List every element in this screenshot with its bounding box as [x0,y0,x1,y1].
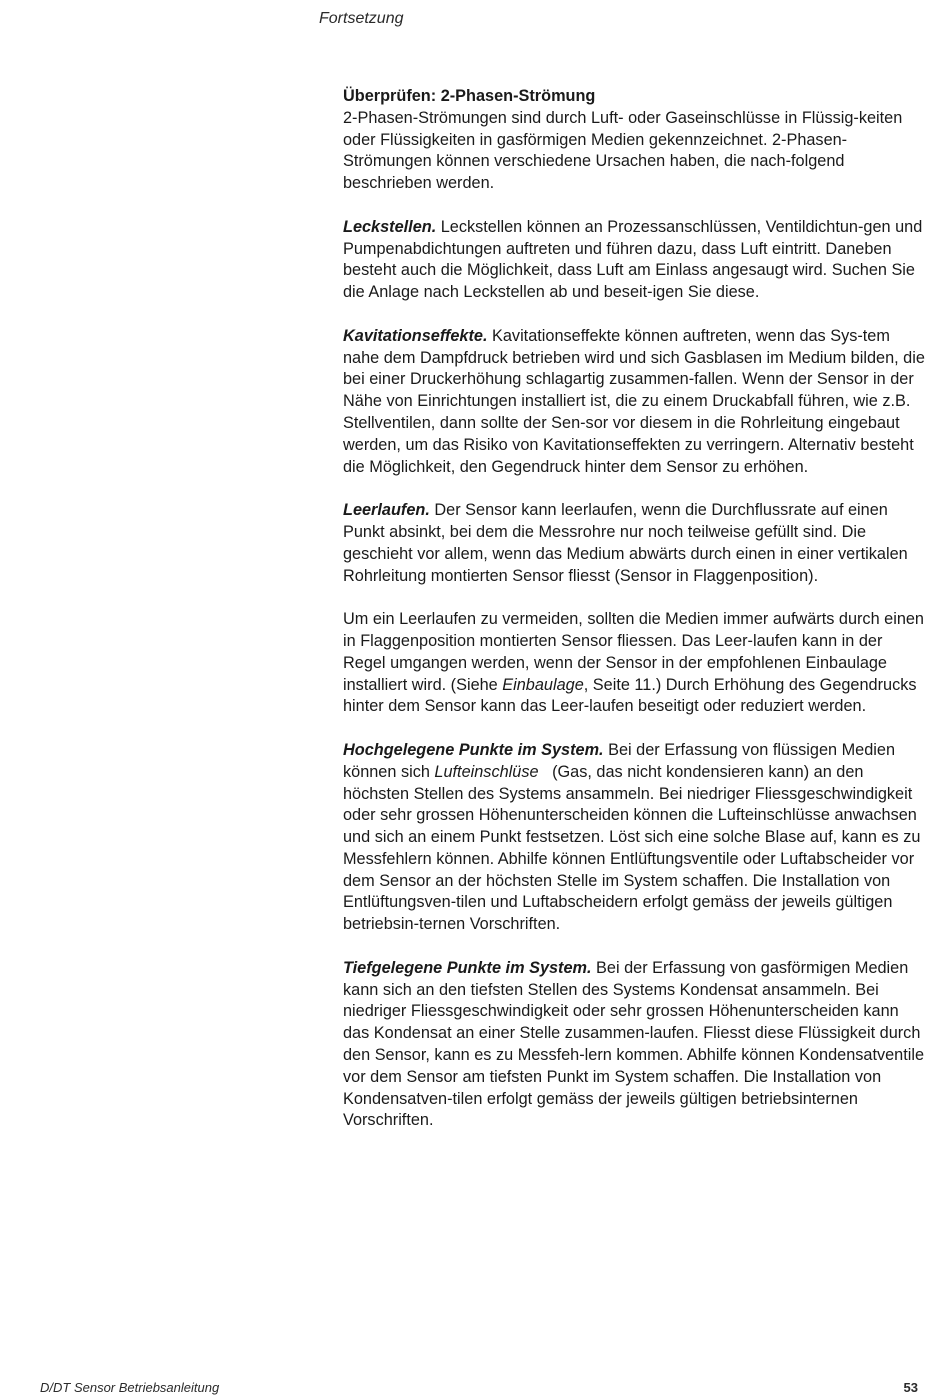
empty-text: Der Sensor kann leerlaufen, wenn die Durchflussrate auf einen Punkt absinkt, bei dem die Messrohre nur noch teilweise gefüllt sind. Die geschieht vor allem, wenn das Medium abwärts durch einen in einer vertikalen Rohrleitung montierten Sensor fliesst (Sensor in Flaggenposition). [343,501,908,585]
running-header: Fortsetzung [319,10,404,27]
low-points-paragraph [343,958,925,1132]
section-heading: Überprüfen: 2-Phasen-Strömung [343,87,596,105]
high-points-italic-term: Lufteinschlüse [434,762,539,781]
cavitation-text: Kavitationseffekte können auftreten, wenn das Sys-tem nahe dem Dampfdruck betrieben wird und sich Gasblasen im Medium bilden, die bei einer Druckerhöhung schlagartig zusammen-fallen. Wenn der Sensor in der Nähe von Einrichtungen installiert ist, die zu einem Druckabfall führen, wie z.B. Stellventilen, dann sollte der Sen-sor vor diesem in die Rohrleitung eingebaut werden, um das Risiko von Kavitationseffekten zu verringern. Alternativ besteht die Möglichkeit, den Gegendruck hinter dem Sensor zu erhöhen. [343,326,925,476]
low-points-lead: Tiefgelegene Punkte im System. [343,958,592,977]
high-points-text-before: Bei der Erfassung von flüssigen Medien können sich [343,740,896,781]
empty-avoid-paragraph [343,609,925,718]
leaks-lead: Leckstellen. [343,217,437,236]
cavitation-paragraph [343,326,925,479]
footer-page-number: 53 [903,1380,918,1395]
intro-paragraph [343,86,925,195]
low-points-text: Bei der Erfassung von gasförmigen Medien kann sich an den tiefsten Stellen des Systems Kondensat ansammeln. Bei niedriger Fliessgeschwindigkeit oder sehr grossen Höhenunterscheiden kann das Kondensat an einer Stelle zusammen-laufen. Fliesst diese Flüssigkeit durch den Sensor, kann es zu Messfeh-lern kommen. Abhilfe können Kondensatventile vor dem Sensor am tiefsten Punkt im System schaffen. Die Installation von Kondensatven-tilen erfolgt gemäss der jeweils gültigen betriebsinternen Vorschriften. [343,958,925,1130]
empty-avoid-text-after: , Seite 11.) Durch Erhöhung des Gegendrucks hinter dem Sensor kann das Leer-laufen beseitigt oder reduziert werden. [343,675,917,716]
leaks-paragraph [343,217,925,304]
leaks-text: Leckstellen können an Prozessanschlüssen, Ventildichtun-gen und Pumpenabdichtungen auftreten und führen dazu, dass Luft eintritt. Daneben besteht auch die Möglichkeit, dass Luft am Einlass angesaugt wird. Suchen Sie die Anlage nach Leckstellen ab und beseit-igen Sie diese. [343,217,923,302]
high-points-paragraph [343,740,925,936]
high-points-lead: Hochgelegene Punkte im System. [343,740,604,759]
intro-text: 2-Phasen-Strömungen sind durch Luft- oder Gaseinschlüsse in Flüssig-keiten oder Flüssigkeiten in gasförmigen Medien gekennzeichnet. 2-Phasen-Strömungen können verschiedene Ursachen haben, die nach-folgend beschrieben werden. [343,108,903,193]
high-points-text-after: (Gas, das nicht kondensieren kann) an den höchsten Stellen des Systems ansammeln. Bei niedriger Fliessgeschwindigkeit oder sehr grossen Höhenunterscheiden können die Lufteinschlüsse anwachsen und sich an einem Punkt festsetzen. Löst sich eine solche Blase auf, kann es zu Messfehlern können. Abhilfe können Entlüftungsventile oder Luftabscheider vor dem Sensor an der höchsten Stelle im System schaffen. Die Installation von Entlüftungsven-tilen und Luftabscheidern erfolgt gemäss der jeweils gültigen betriebsin-ternen Vorschriften. [343,762,925,934]
empty-lead: Leerlaufen. [343,501,430,520]
empty-paragraph [343,500,925,587]
main-content [343,86,925,1154]
footer-manual-title: D/DT Sensor Betriebsanleitung [40,1380,220,1395]
empty-avoid-text-before: Um ein Leerlaufen zu vermeiden, sollten die Medien immer aufwärts durch einen in Flaggenposition montierten Sensor fliessen. Das Leer-laufen kann in der Regel umgangen werden, wenn der Sensor in der empfohlenen Einbaulage installiert wird. (Siehe [343,610,924,694]
cross-reference-link: Einbaulage [502,675,584,694]
cavitation-lead: Kavitationseffekte. [343,326,488,345]
